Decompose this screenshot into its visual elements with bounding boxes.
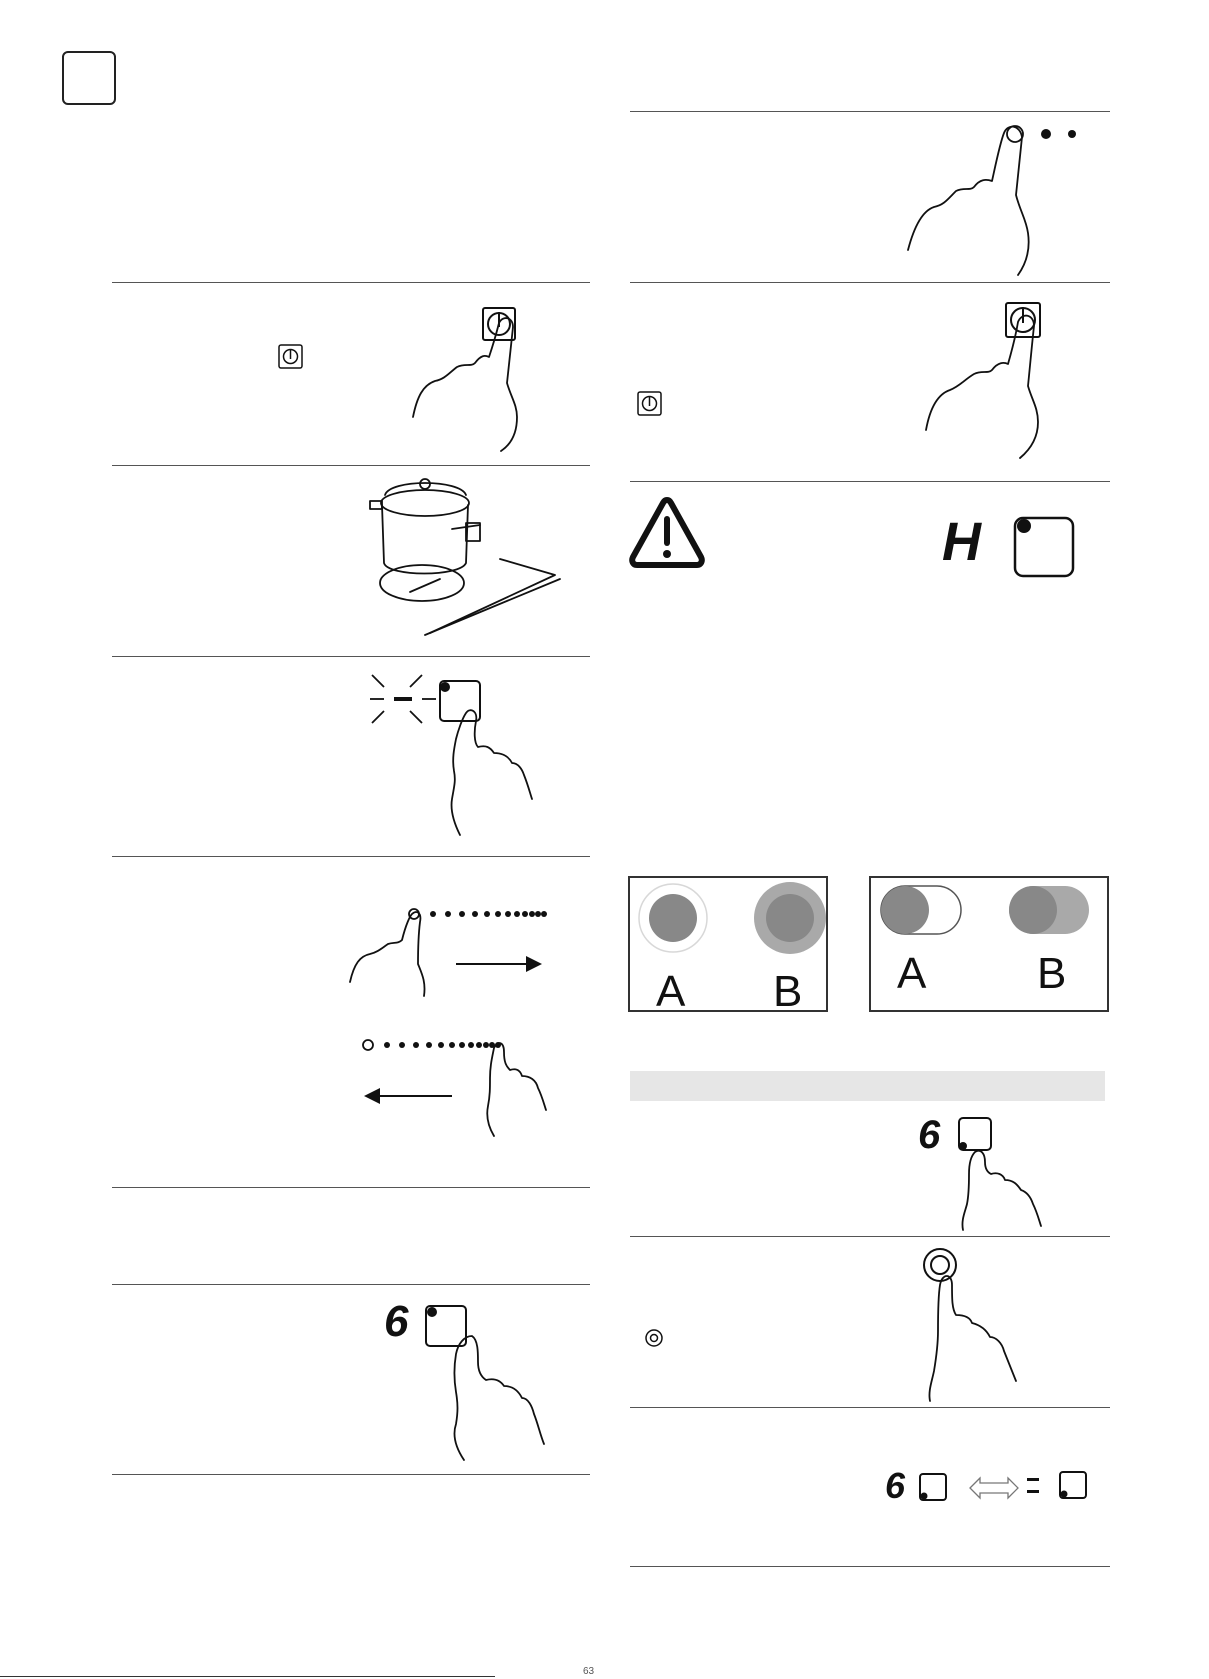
section-divider (630, 1566, 1110, 1567)
section-divider (112, 1474, 590, 1475)
section-divider (630, 1236, 1110, 1237)
power-level-display: 6 (885, 1465, 906, 1506)
cookware-panel-oval (869, 876, 1109, 1012)
panel-label-b: B (773, 967, 803, 1016)
power-level-display: 6 (918, 1113, 941, 1157)
flashing-zone-display-icon (370, 675, 570, 835)
boost-press-illustration (920, 1245, 1080, 1405)
table-header-bar (630, 1071, 1105, 1101)
residual-heat-display: H (942, 512, 981, 572)
power-icon (637, 391, 663, 417)
warning-icon (627, 497, 707, 569)
section-divider (112, 282, 590, 283)
boost-icon (644, 1328, 664, 1348)
slider-swipe-left-icon (360, 1030, 590, 1140)
panel-label-a: A (656, 967, 686, 1016)
section-divider (112, 656, 590, 657)
residual-heat-icon (1010, 512, 1080, 582)
power-press-illustration (920, 300, 1070, 460)
section-divider (630, 481, 1110, 482)
section-divider (630, 111, 1110, 112)
footer-rule (0, 1676, 495, 1677)
slider-swipe-right-icon (348, 900, 578, 1010)
panel-label-b: B (1037, 949, 1067, 998)
page-number: 63 (583, 1666, 595, 1677)
power-level-display: 6 (384, 1297, 408, 1346)
section-divider (112, 1284, 590, 1285)
pot-on-hob-icon (370, 475, 570, 645)
power-press-illustration (405, 305, 545, 455)
section-divider (630, 1407, 1110, 1408)
section-divider (112, 1187, 590, 1188)
language-box (62, 51, 116, 105)
panel-label-a: A (897, 949, 927, 998)
zone-select-icon (955, 1112, 1095, 1232)
section-divider (112, 856, 590, 857)
cookware-panel-round (628, 876, 828, 1016)
zone-select-icon (420, 1300, 580, 1470)
section-divider (112, 465, 590, 466)
alternating-display-illustration (908, 1470, 1108, 1510)
power-icon (278, 344, 304, 370)
slider-touch-illustration (900, 115, 1100, 285)
